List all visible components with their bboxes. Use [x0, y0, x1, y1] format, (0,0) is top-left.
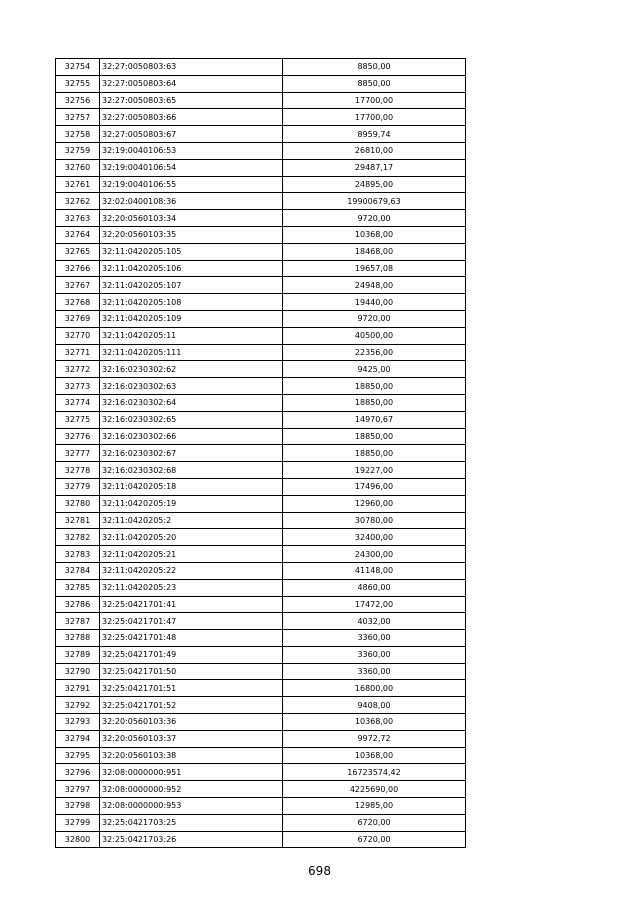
table-row [56, 394, 466, 411]
cadastral-number-cell: 32:25:0421701:41 [100, 596, 283, 613]
cadastral-number-cell: 32:08:0000000:951 [100, 764, 283, 781]
table-row [56, 445, 466, 462]
value-cell: 3360,00 [283, 630, 466, 647]
row-number-cell: 32790 [56, 663, 100, 680]
value-cell: 12985,00 [283, 798, 466, 815]
row-number-cell: 32785 [56, 579, 100, 596]
row-number-cell: 32773 [56, 378, 100, 395]
table-row [56, 243, 466, 260]
table-row [56, 646, 466, 663]
table-row [56, 579, 466, 596]
value-cell: 10368,00 [283, 747, 466, 764]
row-number-cell: 32774 [56, 394, 100, 411]
cadastral-number-cell: 32:25:0421701:52 [100, 697, 283, 714]
table-row [56, 630, 466, 647]
table-row [56, 327, 466, 344]
table-row [56, 344, 466, 361]
row-number-cell: 32755 [56, 75, 100, 92]
cadastral-number-cell: 32:11:0420205:19 [100, 495, 283, 512]
cadastral-number-cell: 32:20:0560103:34 [100, 210, 283, 227]
value-cell: 19657,08 [283, 260, 466, 277]
value-cell: 10368,00 [283, 226, 466, 243]
row-number-cell: 32796 [56, 764, 100, 781]
value-cell: 4860,00 [283, 579, 466, 596]
row-number-cell: 32771 [56, 344, 100, 361]
table-row [56, 92, 466, 109]
cadastral-number-cell: 32:11:0420205:20 [100, 529, 283, 546]
value-cell: 32400,00 [283, 529, 466, 546]
cadastral-number-cell: 32:25:0421701:49 [100, 646, 283, 663]
cadastral-number-cell: 32:25:0421703:25 [100, 814, 283, 831]
table-row [56, 663, 466, 680]
table-row [56, 176, 466, 193]
table-row [56, 831, 466, 848]
value-cell: 16800,00 [283, 680, 466, 697]
cadastral-number-cell: 32:16:0230302:63 [100, 378, 283, 395]
cadastral-number-cell: 32:19:0040106:55 [100, 176, 283, 193]
table-row [56, 226, 466, 243]
cadastral-number-cell: 32:16:0230302:66 [100, 428, 283, 445]
table-row [56, 680, 466, 697]
row-number-cell: 32792 [56, 697, 100, 714]
value-cell: 18468,00 [283, 243, 466, 260]
table-row [56, 613, 466, 630]
value-cell: 19440,00 [283, 294, 466, 311]
value-cell: 9720,00 [283, 310, 466, 327]
row-number-cell: 32800 [56, 831, 100, 848]
value-cell: 24895,00 [283, 176, 466, 193]
row-number-cell: 32788 [56, 630, 100, 647]
value-cell: 9720,00 [283, 210, 466, 227]
row-number-cell: 32762 [56, 193, 100, 210]
table-row [56, 764, 466, 781]
table-row [56, 814, 466, 831]
cadastral-number-cell: 32:16:0230302:67 [100, 445, 283, 462]
cadastral-number-cell: 32:20:0560103:35 [100, 226, 283, 243]
value-cell: 9408,00 [283, 697, 466, 714]
cadastral-number-cell: 32:11:0420205:18 [100, 478, 283, 495]
row-number-cell: 32783 [56, 546, 100, 563]
row-number-cell: 32784 [56, 562, 100, 579]
value-cell: 10368,00 [283, 714, 466, 731]
table-row [56, 109, 466, 126]
value-cell: 19227,00 [283, 462, 466, 479]
row-number-cell: 32765 [56, 243, 100, 260]
table-row [56, 210, 466, 227]
cadastral-number-cell: 32:02:0400108:36 [100, 193, 283, 210]
table-row [56, 562, 466, 579]
cadastral-number-cell: 32:11:0420205:109 [100, 310, 283, 327]
row-number-cell: 32772 [56, 361, 100, 378]
value-cell: 18850,00 [283, 428, 466, 445]
cadastral-number-cell: 32:25:0421701:47 [100, 613, 283, 630]
value-cell: 6720,00 [283, 814, 466, 831]
cadastral-number-cell: 32:11:0420205:106 [100, 260, 283, 277]
page-number: 698 [308, 864, 331, 878]
value-cell: 16723574,42 [283, 764, 466, 781]
cadastral-number-cell: 32:11:0420205:21 [100, 546, 283, 563]
row-number-cell: 32782 [56, 529, 100, 546]
cadastral-number-cell: 32:25:0421701:48 [100, 630, 283, 647]
cadastral-number-cell: 32:25:0421703:26 [100, 831, 283, 848]
cadastral-number-cell: 32:27:0050803:64 [100, 75, 283, 92]
table-row [56, 142, 466, 159]
cadastral-number-cell: 32:20:0560103:36 [100, 714, 283, 731]
row-number-cell: 32756 [56, 92, 100, 109]
value-cell: 22356,00 [283, 344, 466, 361]
value-cell: 9972,72 [283, 730, 466, 747]
table-row [56, 378, 466, 395]
row-number-cell: 32789 [56, 646, 100, 663]
row-number-cell: 32780 [56, 495, 100, 512]
value-cell: 3360,00 [283, 663, 466, 680]
cadastral-number-cell: 32:27:0050803:63 [100, 59, 283, 76]
row-number-cell: 32795 [56, 747, 100, 764]
cadastral-number-cell: 32:16:0230302:68 [100, 462, 283, 479]
row-number-cell: 32779 [56, 478, 100, 495]
cadastral-number-cell: 32:27:0050803:66 [100, 109, 283, 126]
table-row [56, 798, 466, 815]
row-number-cell: 32786 [56, 596, 100, 613]
row-number-cell: 32787 [56, 613, 100, 630]
cadastral-number-cell: 32:19:0040106:53 [100, 142, 283, 159]
value-cell: 19900679,63 [283, 193, 466, 210]
table-row [56, 781, 466, 798]
registry-table [55, 58, 466, 848]
value-cell: 26810,00 [283, 142, 466, 159]
value-cell: 24948,00 [283, 277, 466, 294]
table-row [56, 361, 466, 378]
row-number-cell: 32760 [56, 159, 100, 176]
value-cell: 9425,00 [283, 361, 466, 378]
row-number-cell: 32758 [56, 126, 100, 143]
value-cell: 3360,00 [283, 646, 466, 663]
table-row [56, 596, 466, 613]
cadastral-number-cell: 32:20:0560103:37 [100, 730, 283, 747]
table-row [56, 428, 466, 445]
table-row [56, 714, 466, 731]
cadastral-number-cell: 32:27:0050803:67 [100, 126, 283, 143]
table-row [56, 730, 466, 747]
value-cell: 41148,00 [283, 562, 466, 579]
value-cell: 12960,00 [283, 495, 466, 512]
table-row [56, 277, 466, 294]
cadastral-number-cell: 32:16:0230302:62 [100, 361, 283, 378]
table-row [56, 193, 466, 210]
value-cell: 29487,17 [283, 159, 466, 176]
cadastral-number-cell: 32:08:0000000:953 [100, 798, 283, 815]
row-number-cell: 32781 [56, 512, 100, 529]
row-number-cell: 32798 [56, 798, 100, 815]
row-number-cell: 32794 [56, 730, 100, 747]
cadastral-number-cell: 32:11:0420205:107 [100, 277, 283, 294]
value-cell: 24300,00 [283, 546, 466, 563]
cadastral-number-cell: 32:11:0420205:11 [100, 327, 283, 344]
table-row [56, 260, 466, 277]
value-cell: 30780,00 [283, 512, 466, 529]
table-row [56, 512, 466, 529]
value-cell: 17700,00 [283, 92, 466, 109]
cadastral-number-cell: 32:27:0050803:65 [100, 92, 283, 109]
cadastral-number-cell: 32:08:0000000:952 [100, 781, 283, 798]
table-row [56, 462, 466, 479]
row-number-cell: 32754 [56, 59, 100, 76]
row-number-cell: 32763 [56, 210, 100, 227]
cadastral-number-cell: 32:11:0420205:22 [100, 562, 283, 579]
cadastral-number-cell: 32:25:0421701:51 [100, 680, 283, 697]
table-row [56, 747, 466, 764]
row-number-cell: 32757 [56, 109, 100, 126]
value-cell: 18850,00 [283, 394, 466, 411]
value-cell: 18850,00 [283, 445, 466, 462]
table-row [56, 294, 466, 311]
cadastral-number-cell: 32:20:0560103:38 [100, 747, 283, 764]
cadastral-number-cell: 32:11:0420205:111 [100, 344, 283, 361]
table-row [56, 59, 466, 76]
row-number-cell: 32777 [56, 445, 100, 462]
table-row [56, 546, 466, 563]
table-row [56, 411, 466, 428]
value-cell: 8850,00 [283, 59, 466, 76]
value-cell: 17472,00 [283, 596, 466, 613]
cadastral-number-cell: 32:16:0230302:65 [100, 411, 283, 428]
table-row [56, 697, 466, 714]
cadastral-number-cell: 32:11:0420205:23 [100, 579, 283, 596]
row-number-cell: 32766 [56, 260, 100, 277]
table-row [56, 310, 466, 327]
row-number-cell: 32778 [56, 462, 100, 479]
cadastral-number-cell: 32:11:0420205:2 [100, 512, 283, 529]
registry-table-body [56, 59, 466, 848]
row-number-cell: 32770 [56, 327, 100, 344]
value-cell: 4225690,00 [283, 781, 466, 798]
cadastral-number-cell: 32:25:0421701:50 [100, 663, 283, 680]
row-number-cell: 32793 [56, 714, 100, 731]
row-number-cell: 32761 [56, 176, 100, 193]
table-row [56, 75, 466, 92]
value-cell: 17700,00 [283, 109, 466, 126]
cadastral-number-cell: 32:19:0040106:54 [100, 159, 283, 176]
row-number-cell: 32768 [56, 294, 100, 311]
value-cell: 18850,00 [283, 378, 466, 395]
value-cell: 6720,00 [283, 831, 466, 848]
row-number-cell: 32799 [56, 814, 100, 831]
table-row [56, 159, 466, 176]
table-row [56, 529, 466, 546]
value-cell: 8850,00 [283, 75, 466, 92]
row-number-cell: 32776 [56, 428, 100, 445]
row-number-cell: 32759 [56, 142, 100, 159]
cadastral-number-cell: 32:16:0230302:64 [100, 394, 283, 411]
table-row [56, 495, 466, 512]
row-number-cell: 32769 [56, 310, 100, 327]
cadastral-number-cell: 32:11:0420205:105 [100, 243, 283, 260]
table-row [56, 478, 466, 495]
value-cell: 14970,67 [283, 411, 466, 428]
value-cell: 8959,74 [283, 126, 466, 143]
row-number-cell: 32775 [56, 411, 100, 428]
row-number-cell: 32767 [56, 277, 100, 294]
value-cell: 4032,00 [283, 613, 466, 630]
cadastral-number-cell: 32:11:0420205:108 [100, 294, 283, 311]
row-number-cell: 32797 [56, 781, 100, 798]
row-number-cell: 32764 [56, 226, 100, 243]
row-number-cell: 32791 [56, 680, 100, 697]
value-cell: 17496,00 [283, 478, 466, 495]
table-row [56, 126, 466, 143]
value-cell: 40500,00 [283, 327, 466, 344]
